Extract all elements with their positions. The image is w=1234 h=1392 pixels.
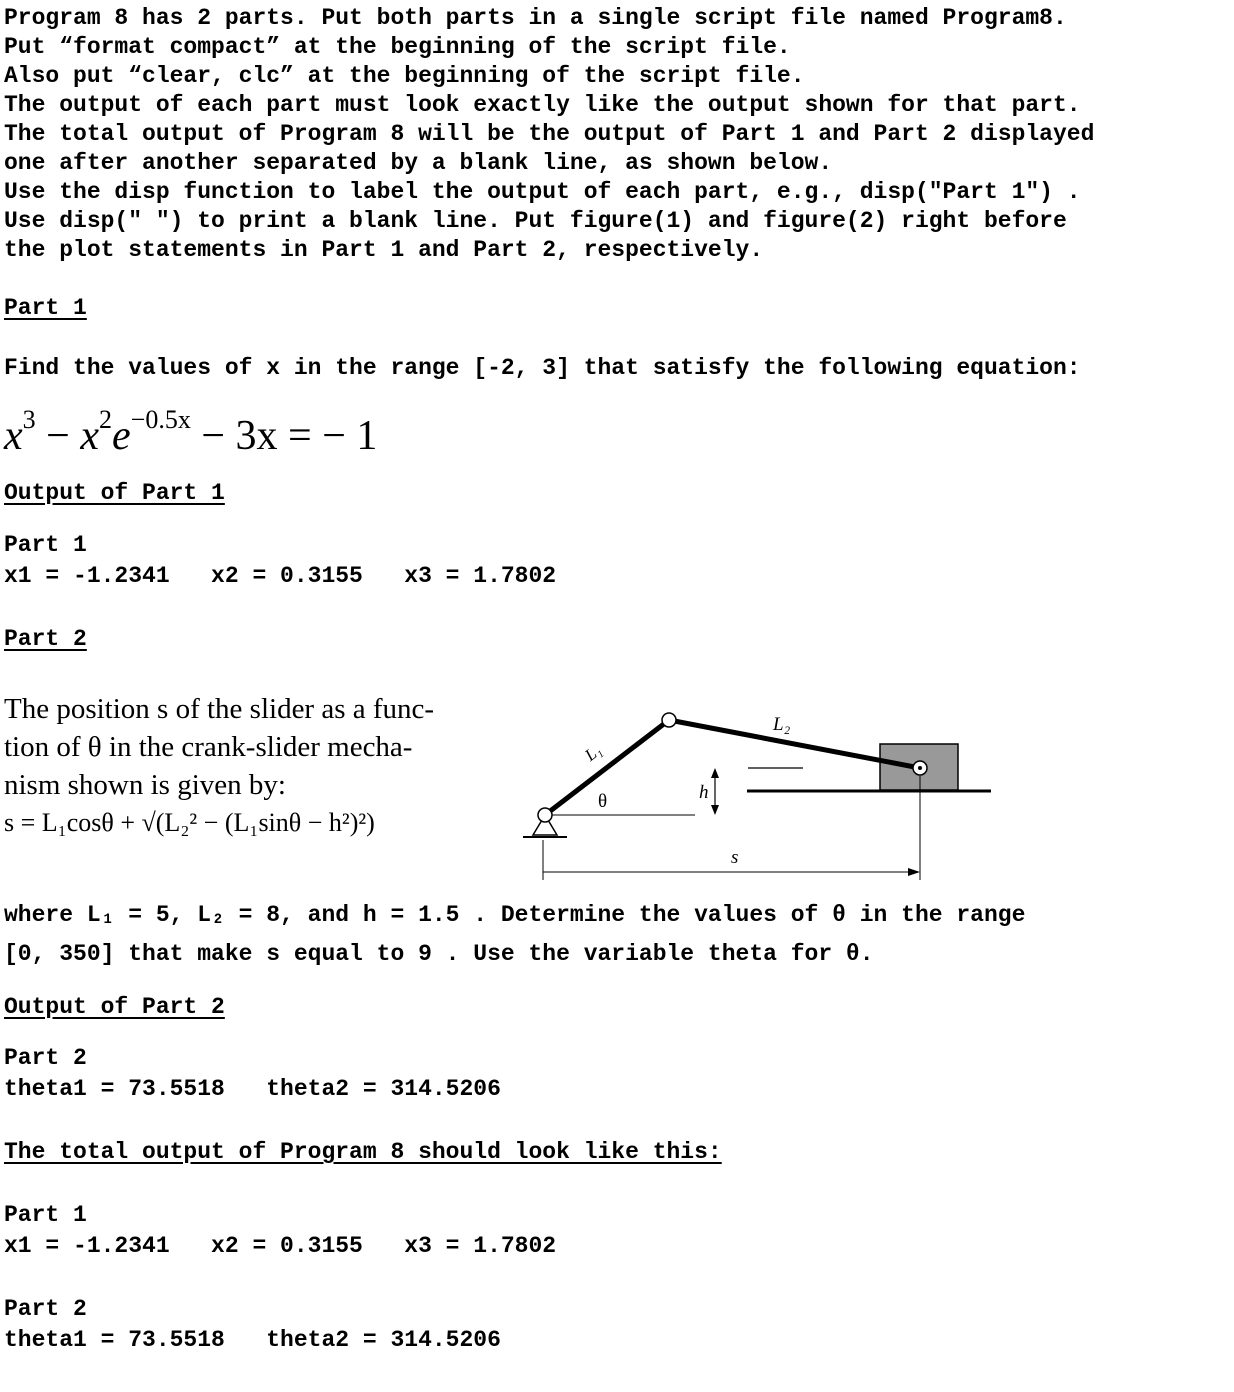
part1-output-line: x1 = -1.2341 x2 = 0.3155 x3 = 1.7802	[4, 563, 557, 589]
part1-output-heading: Output of Part 1	[4, 480, 225, 506]
part1-output-label: Part 1	[4, 532, 87, 558]
total-part1-label: Part 1	[4, 1202, 87, 1228]
label-s: s	[731, 847, 739, 868]
label-l1: L₁	[581, 740, 605, 765]
part1-heading: Part 1	[4, 295, 87, 321]
s-arrow	[908, 868, 920, 876]
eq-cube: 3	[22, 405, 36, 434]
intro-line-3: Also put “clear, clc” at the beginning of the script file.	[4, 63, 805, 89]
part1-task: Find the values of x in the range [-2, 3] that satisfy the following equation:	[4, 355, 1081, 381]
part2-output-line: theta1 = 73.5518 theta2 = 314.5206	[4, 1076, 501, 1102]
intro-line-6: one after another separated by a blank line, as shown below.	[4, 150, 833, 176]
crank-pin	[662, 713, 676, 727]
total-part2-line: theta1 = 73.5518 theta2 = 314.5206	[4, 1327, 501, 1353]
label-theta: θ	[598, 791, 608, 812]
part1-equation	[4, 396, 377, 466]
eq-minus: −	[35, 413, 81, 459]
intro-line-9: the plot statements in Part 1 and Part 2, respectively.	[4, 237, 764, 263]
crank-slider-diagram	[515, 700, 995, 885]
intro-line-7: Use the disp function to label the output of each part, e.g., disp("Part 1") .	[4, 179, 1081, 205]
part2-formula: s = L₁cosθ + √(L₂² − (L₁sinθ − h²)²)	[4, 808, 375, 837]
h-arrow-top	[711, 768, 719, 778]
label-h: h	[699, 782, 709, 803]
part2-output-heading: Output of Part 2	[4, 994, 225, 1020]
eq-e: e	[112, 413, 131, 459]
total-part2-label: Part 2	[4, 1296, 87, 1322]
eq-rest: − 3x = − 1	[190, 413, 378, 459]
intro-line-5: The total output of Program 8 will be the output of Part 1 and Part 2 displayed	[4, 121, 1095, 147]
label-l2: L₂	[773, 714, 791, 735]
h-arrow-bottom	[711, 805, 719, 815]
part2-heading: Part 2	[4, 626, 87, 652]
slider-pin-center	[918, 766, 922, 770]
total-part1-line: x1 = -1.2341 x2 = 0.3155 x3 = 1.7802	[4, 1233, 557, 1259]
intro-line-2: Put “format compact” at the beginning of the script file.	[4, 34, 791, 60]
eq-exponent: −0.5x	[130, 405, 191, 434]
desc-line-2: tion of θ in the crank-slider mecha-	[4, 731, 413, 763]
eq-x2: x	[80, 413, 99, 459]
intro-line-4: The output of each part must look exactly like the output shown for that part.	[4, 92, 1081, 118]
part2-output-label: Part 2	[4, 1045, 87, 1071]
eq-square: 2	[99, 405, 112, 434]
eq-x: x	[4, 413, 23, 459]
part2-description	[4, 690, 434, 804]
desc-line-1: The position s of the slider as a func-	[4, 693, 435, 725]
intro-line-1: Program 8 has 2 parts. Put both parts in a single script file named Program8.	[4, 5, 1067, 31]
pivot-pin	[538, 808, 552, 822]
part2-where-line-1: where L₁ = 5, L₂ = 8, and h = 1.5 . Determine the values of θ in the range	[4, 902, 1026, 928]
total-output-heading: The total output of Program 8 should look like this:	[4, 1139, 722, 1165]
desc-line-3: nism shown is given by:	[4, 769, 286, 801]
intro-line-8: Use disp(" ") to print a blank line. Put figure(1) and figure(2) right before	[4, 208, 1067, 234]
part2-where-line-2: [0, 350] that make s equal to 9 . Use the variable theta for θ.	[4, 941, 874, 967]
